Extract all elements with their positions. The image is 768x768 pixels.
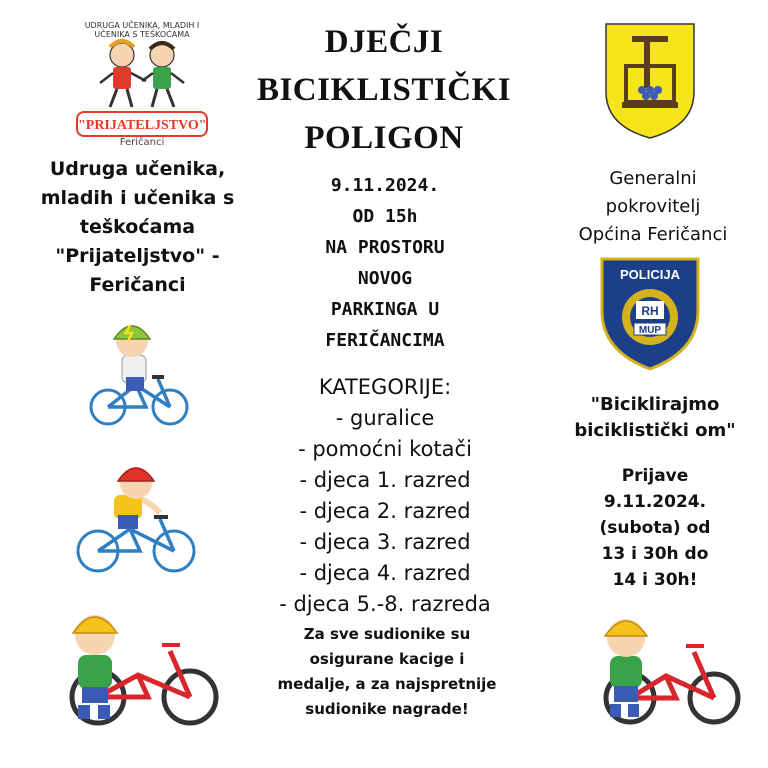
category-item: - djeca 1. razred (299, 468, 471, 492)
category-item: - djeca 5.-8. razreda (279, 592, 491, 616)
event-line: NOVOG (357, 268, 413, 289)
kid-yellow-helmet-red-bike-illustration (58, 605, 223, 730)
note-line: sudionike nagrade! (305, 700, 469, 718)
category-item: - djeca 3. razred (299, 530, 471, 554)
sponsor-line: Generalni (609, 168, 697, 189)
organizer-line: teškoćama (79, 216, 196, 238)
event-line: 9.11.2024. (330, 175, 440, 196)
logo-ring-text: UDRUGA UČENIKA, MLADIH I UČENIKA S TEŠKOĆAMA (84, 21, 200, 39)
registration-line: Prijave (621, 466, 689, 486)
organizer-line: mladih i učenika s (40, 187, 235, 209)
sponsor-line: Općina Feričanci (578, 224, 728, 245)
event-info (280, 170, 490, 356)
prijateljstvo-logo (62, 21, 222, 155)
event-line: FERIČANCIMA (325, 330, 445, 351)
event-line: NA PROSTORU (325, 237, 445, 258)
organizer-line: Feričanci (89, 274, 186, 296)
kid-green-helmet-bike-illustration (86, 315, 196, 430)
logo-banner: "PRIJATELJSTVO" (76, 111, 208, 137)
title-line: POLIGON (304, 120, 464, 156)
categories-list (255, 372, 515, 620)
prizes-note (262, 622, 512, 722)
note-line: osigurane kacige i (309, 650, 465, 668)
kid-red-helmet-bike-illustration (74, 455, 198, 573)
registration-info (575, 463, 735, 593)
event-line: OD 15h (352, 206, 418, 227)
fericanci-coat-of-arms (604, 22, 696, 140)
category-item: - pomoćni kotači (298, 437, 472, 461)
logo-town: Feričanci (119, 137, 165, 148)
sponsor-text (548, 165, 758, 249)
category-item: - djeca 2. razred (299, 499, 471, 523)
police-badge (598, 255, 702, 373)
organizer-line: "Prijateljstvo" - (55, 245, 220, 267)
sponsor-line: pokrovitelj (605, 196, 701, 217)
organizer-line: Udruga učenika, (49, 158, 226, 180)
poster-title (255, 18, 513, 162)
registration-line: 14 i 30h! (612, 570, 698, 590)
organizer-text (30, 155, 245, 300)
slogan-line: "Biciklirajmo (590, 394, 720, 415)
police-label: POLICIJA (620, 267, 680, 282)
kid-yellow-helmet-red-bike-illustration-right (594, 608, 744, 728)
title-line: BICIKLISTIČKI (256, 72, 512, 108)
police-rh: RH (641, 304, 659, 318)
slogan-line: biciklistički om" (574, 420, 736, 441)
category-item: - djeca 4. razred (299, 561, 471, 585)
category-item: - guralice (335, 406, 435, 430)
event-line: PARKINGA U (330, 299, 440, 320)
slogan (555, 392, 755, 444)
title-line: DJEČJI (324, 24, 444, 60)
note-line: medalje, a za najspretnije (277, 675, 497, 693)
police-mup: MUP (638, 325, 662, 336)
registration-line: 9.11.2024. (603, 492, 707, 512)
registration-line: (subota) od (599, 518, 711, 538)
note-line: Za sve sudionike su (303, 625, 471, 643)
registration-line: 13 i 30h do (601, 544, 709, 564)
categories-heading: KATEGORIJE: (318, 375, 452, 399)
